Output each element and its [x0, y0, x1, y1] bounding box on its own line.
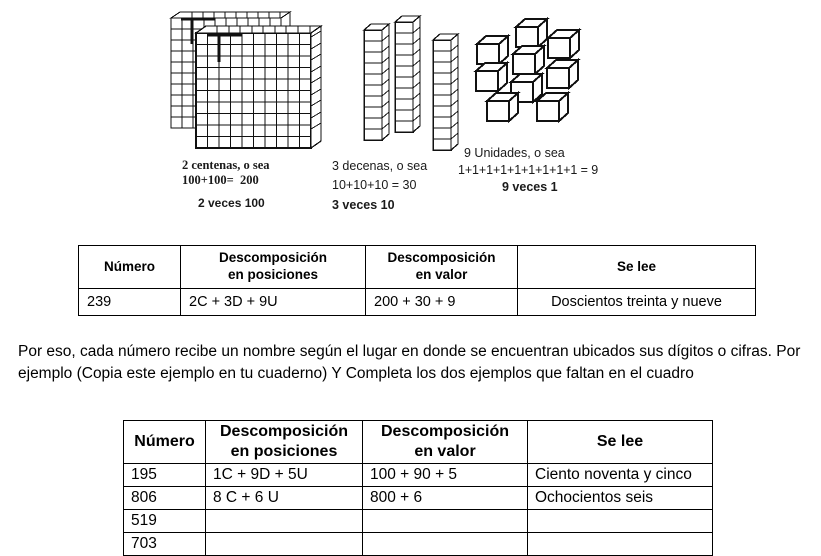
- cell-numero: 806: [124, 487, 206, 510]
- cell-numero: 239: [79, 289, 181, 316]
- caption-units-line3: 9 veces 1: [502, 179, 558, 194]
- caption-tens-line1: 3 decenas, o sea: [332, 159, 428, 173]
- caption-hundreds: [182, 158, 357, 210]
- column-header-se-lee-line1: Se lee: [596, 433, 644, 451]
- column-header-posiciones: [206, 421, 363, 464]
- cell-posiciones[interactable]: [206, 533, 363, 556]
- column-header-numero: [79, 246, 181, 289]
- cell-posiciones[interactable]: [206, 510, 363, 533]
- table-header-row: [79, 246, 756, 289]
- example-decomposition-table: [78, 245, 756, 316]
- tens-rod-2: [395, 16, 420, 132]
- instruction-paragraph: Por eso, cada número recibe un nombre según el lugar en donde se encuentran ubicados sus dígitos o cifras. Por ejemplo (Copia este ejemplo en tu cuaderno) Y Completa los dos ejemplos que faltan en el cuadro: [18, 342, 801, 382]
- caption-tens-line3: 3 veces 10: [332, 197, 395, 212]
- column-header-valor: [366, 246, 518, 289]
- cell-valor[interactable]: 800 + 6: [363, 487, 528, 510]
- caption-units: [458, 146, 668, 194]
- exercise-decomposition-table: [123, 420, 713, 556]
- caption-hundreds-line3: 2 veces 100: [198, 195, 265, 210]
- cell-posiciones[interactable]: 1C + 9D + 5U: [206, 464, 363, 487]
- base-ten-blocks-figure: [0, 0, 821, 228]
- column-header-valor: [363, 421, 528, 464]
- unit-cube: [516, 19, 547, 47]
- unit-cube: [548, 30, 579, 58]
- unit-cube: [513, 46, 544, 74]
- table-row: [124, 533, 713, 556]
- column-header-numero-line1: Número: [134, 433, 195, 451]
- cell-valor[interactable]: [363, 533, 528, 556]
- column-header-posiciones-line2: en posiciones: [227, 267, 319, 282]
- table-row: [79, 289, 756, 316]
- cell-posiciones: 2C + 3D + 9U: [181, 289, 366, 316]
- column-header-numero: [124, 421, 206, 464]
- column-header-numero-line1: Número: [103, 258, 155, 274]
- column-header-posiciones-line1: Descomposición: [219, 423, 349, 441]
- column-header-valor-line1: Descomposición: [380, 423, 510, 441]
- column-header-valor-line2: en valor: [415, 267, 468, 282]
- cell-se-lee[interactable]: Ochocientos seis: [528, 487, 713, 510]
- unit-cube: [477, 36, 508, 64]
- unit-cube: [476, 63, 507, 91]
- column-header-posiciones: [181, 246, 366, 289]
- cell-se-lee: Doscientos treinta y nueve: [518, 289, 756, 316]
- caption-units-line2: 1+1+1+1+1+1+1+1+1 = 9: [458, 162, 599, 177]
- column-header-valor-line2: en valor: [414, 443, 476, 460]
- column-header-se-lee: [518, 246, 756, 289]
- hundreds-flat-front: [196, 26, 321, 148]
- column-header-se-lee: [528, 421, 713, 464]
- caption-units-line1: 9 Unidades, o sea: [464, 146, 565, 160]
- cell-valor: 200 + 30 + 9: [366, 289, 518, 316]
- cell-se-lee[interactable]: Ciento noventa y cinco: [528, 464, 713, 487]
- cell-se-lee[interactable]: [528, 533, 713, 556]
- column-header-posiciones-line2: en posiciones: [230, 443, 338, 460]
- unit-cube: [487, 93, 518, 121]
- column-header-posiciones-line1: Descomposición: [218, 250, 328, 266]
- table-row: [124, 487, 713, 510]
- caption-hundreds-line2: 100+100= 200: [182, 172, 259, 187]
- cell-valor[interactable]: [363, 510, 528, 533]
- unit-cube: [537, 93, 568, 121]
- caption-hundreds-line1: 2 centenas, o sea: [182, 158, 270, 172]
- table-row: [124, 510, 713, 533]
- caption-tens: [332, 159, 472, 212]
- cell-posiciones[interactable]: 8 C + 6 U: [206, 487, 363, 510]
- units-cubes: [476, 19, 579, 121]
- cell-valor[interactable]: 100 + 90 + 5: [363, 464, 528, 487]
- table-row: [124, 464, 713, 487]
- tens-rod-1: [364, 24, 389, 140]
- column-header-se-lee-line1: Se lee: [616, 258, 657, 274]
- cell-numero: 195: [124, 464, 206, 487]
- tens-rod-3: [433, 34, 458, 150]
- caption-tens-line2: 10+10+10 = 30: [332, 177, 417, 192]
- cell-se-lee[interactable]: [528, 510, 713, 533]
- table-header-row: [124, 421, 713, 464]
- column-header-valor-line1: Descomposición: [387, 250, 496, 266]
- cell-numero: 703: [124, 533, 206, 556]
- cell-numero: 519: [124, 510, 206, 533]
- unit-cube: [547, 60, 578, 88]
